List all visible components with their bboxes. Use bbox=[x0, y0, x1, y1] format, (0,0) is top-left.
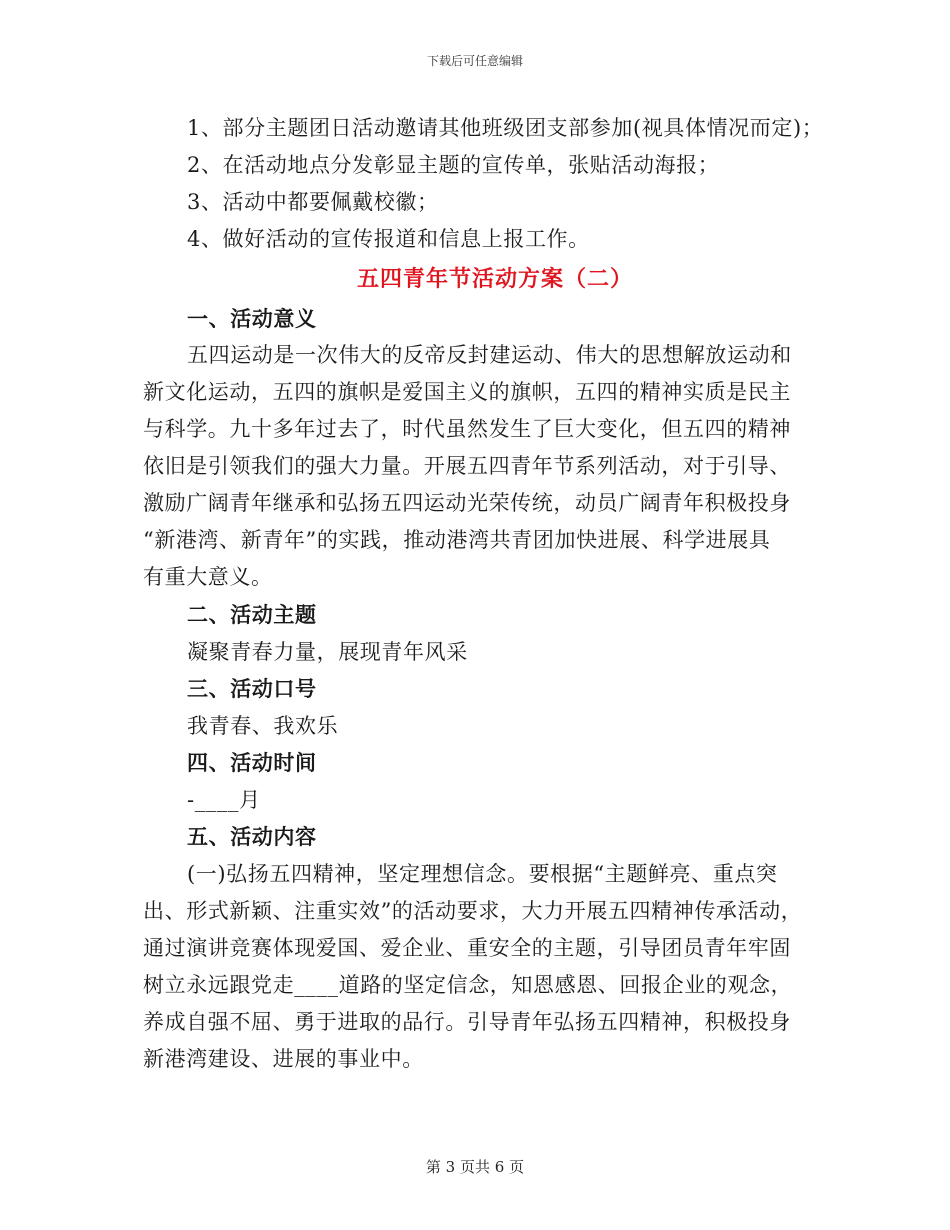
paragraph-line: 激励广阔青年继承和弘扬五四运动光荣传统，动员广阔青年积极投身 bbox=[143, 491, 791, 515]
section-heading: 三、活动口号 bbox=[187, 676, 317, 701]
section-text: -____月 bbox=[187, 788, 261, 812]
paragraph-line: (一)弘扬五四精神，坚定理想信念。要根据“主题鲜亮、重点突 bbox=[187, 862, 778, 886]
paragraph-line: 与科学。九十多年过去了，时代虽然发生了巨大变化，但五四的精神 bbox=[143, 417, 791, 441]
document-title: 五四青年节活动方案（二） bbox=[356, 266, 633, 292]
list-item: 4、做好活动的宣传报道和信息上报工作。 bbox=[187, 227, 590, 251]
section-heading: 一、活动意义 bbox=[187, 306, 317, 331]
list-item: 1、部分主题团日活动邀请其他班级团支部参加(视具体情况而定)； bbox=[187, 116, 824, 140]
paragraph-line: 五四运动是一次伟大的反帝反封建运动、伟大的思想解放运动和 bbox=[187, 343, 792, 367]
section-text: 凝聚青春力量，展现青年风采 bbox=[187, 640, 468, 664]
paragraph-line: 养成自强不屈、勇于进取的品行。引导青年弘扬五四精神，积极投身 bbox=[143, 1010, 791, 1034]
list-item: 3、活动中都要佩戴校徽； bbox=[187, 190, 439, 214]
paragraph-line: “新港湾、新青年”的实践，推动港湾共青团加快进展、科学进展具 bbox=[143, 528, 771, 552]
list-item: 2、在活动地点分发彰显主题的宣传单，张贴活动海报； bbox=[187, 153, 720, 177]
section-heading: 四、活动时间 bbox=[187, 750, 317, 775]
paragraph-line: 新港湾建设、进展的事业中。 bbox=[143, 1047, 424, 1071]
paragraph-line: 依旧是引领我们的强大力量。开展五四青年节系列活动，对于引导、 bbox=[143, 454, 791, 478]
paragraph-line: 树立永远跟党走____道路的坚定信念，知恩感恩、回报企业的观念， bbox=[143, 973, 793, 997]
paragraph-line: 有重大意义。 bbox=[143, 565, 273, 589]
page-footer-page-number: 第 3 页共 6 页 bbox=[425, 1158, 525, 1176]
section-heading: 二、活动主题 bbox=[187, 602, 317, 627]
section-text: 我青春、我欢乐 bbox=[187, 714, 339, 738]
paragraph-line: 通过演讲竞赛体现爱国、爱企业、重安全的主题，引导团员青年牢固 bbox=[143, 936, 791, 960]
page-header-note: 下载后可任意编辑 bbox=[426, 54, 523, 68]
section-heading: 五、活动内容 bbox=[187, 824, 317, 849]
paragraph-line: 出、形式新颖、注重实效”的活动要求，大力开展五四精神传承活动， bbox=[143, 899, 803, 923]
paragraph-line: 新文化运动，五四的旗帜是爱国主义的旗帜，五四的精神实质是民主 bbox=[143, 380, 791, 404]
